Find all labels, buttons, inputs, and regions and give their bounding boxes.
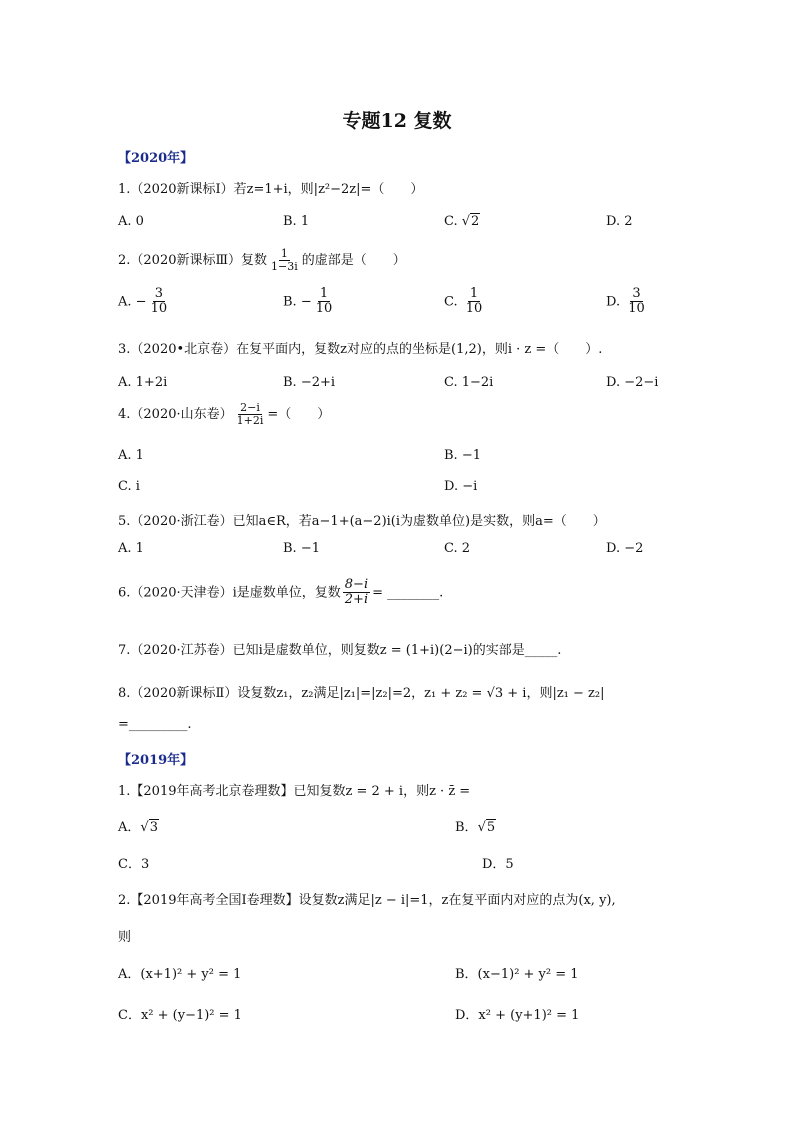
question-2020-6: 6.（2020·天津卷）i是虚数单位，复数 $\frac{8-i}{2+i}$ = ________. [118, 577, 444, 608]
question-2019-2: 2.【2019年高考全国Ⅰ卷理数】设复数z满足|z − i|=1，z在复平面内对应的点为(x, y), [118, 893, 616, 908]
page-title: 专题12 复数 [342, 110, 452, 132]
option-a: A. 1+2i [118, 375, 168, 390]
question-2019-2-cont: 则 [118, 930, 132, 945]
option-c: C．3 [118, 857, 150, 872]
question-2020-1: 1.（2020新课标Ⅰ）若z=1+i，则|z²−2z|=（ ） [118, 182, 424, 197]
option-d: D. $\frac{3}{10}$ [606, 286, 645, 317]
question-2020-5: 5.（2020·浙江卷）已知a∈R，若a−1+(a−2)i(i为虚数单位)是实数，则a=（ ） [118, 514, 606, 529]
question-2020-4: 4.（2020·山东卷） $\frac{2-i}{1+2i}$ =（ ） [118, 401, 331, 428]
question-2020-8-cont: =_________. [118, 717, 192, 732]
option-c: C. √2 [444, 214, 480, 229]
question-2020-2: 2.（2020新课标Ⅲ）复数 $\frac{1}{1-3i}$ 的虚部是（ ） [118, 247, 406, 274]
option-c: C．x² + (y−1)² = 1 [118, 1008, 242, 1023]
option-a: A．√3 [118, 820, 158, 835]
sqrt-radicand: 2 [471, 214, 480, 229]
option-a: A. − $\frac{3}{10}$ [118, 286, 168, 317]
question-2020-7: 7.（2020·江苏卷）已知i是虚数单位，则复数z = (1+i)(2−i)的实部是_____. [118, 643, 562, 658]
section-label-2020: 【2020年】 [118, 151, 194, 166]
option-c: C. i [118, 479, 140, 494]
option-a: A．(x+1)² + y² = 1 [118, 967, 242, 982]
question-2020-8: 8.（2020新课标Ⅱ）设复数z₁，z₂满足|z₁|=|z₂|=2，z₁ + z₂ = √3 + i，则|z₁ − z₂| [118, 686, 605, 701]
option-c: C. 1−2i [444, 375, 494, 390]
option-a: A. 1 [118, 541, 144, 556]
option-b: B．(x−1)² + y² = 1 [455, 967, 579, 982]
option-b: B. 1 [283, 214, 310, 229]
option-b: B. −1 [283, 541, 320, 556]
option-d: D. −2−i [606, 375, 659, 390]
option-d: D. −2 [606, 541, 644, 556]
question-2019-1: 1.【2019年高考北京卷理数】已知复数z = 2 + i，则z · z̄ = [118, 784, 471, 799]
option-c: C. $\frac{1}{10}$ [444, 286, 483, 317]
option-a: A. 1 [118, 448, 144, 463]
option-d: D．x² + (y+1)² = 1 [455, 1008, 580, 1023]
question-2020-3: 3.（2020•北京卷）在复平面内，复数z对应的点的坐标是(1,2)，则i · z =（ ）. [118, 342, 603, 357]
option-b: B. −2+i [283, 375, 336, 390]
option-a: A. 0 [118, 214, 144, 229]
option-d: D. −i [444, 479, 478, 494]
option-b: B. − $\frac{1}{10}$ [283, 286, 333, 317]
section-label-2019: 【2019年】 [118, 753, 194, 768]
option-c: C. 2 [444, 541, 471, 556]
option-b: B. −1 [444, 448, 481, 463]
option-d: D. 2 [606, 214, 633, 229]
option-b: B．√5 [455, 820, 496, 835]
option-d: D．5 [482, 857, 514, 872]
